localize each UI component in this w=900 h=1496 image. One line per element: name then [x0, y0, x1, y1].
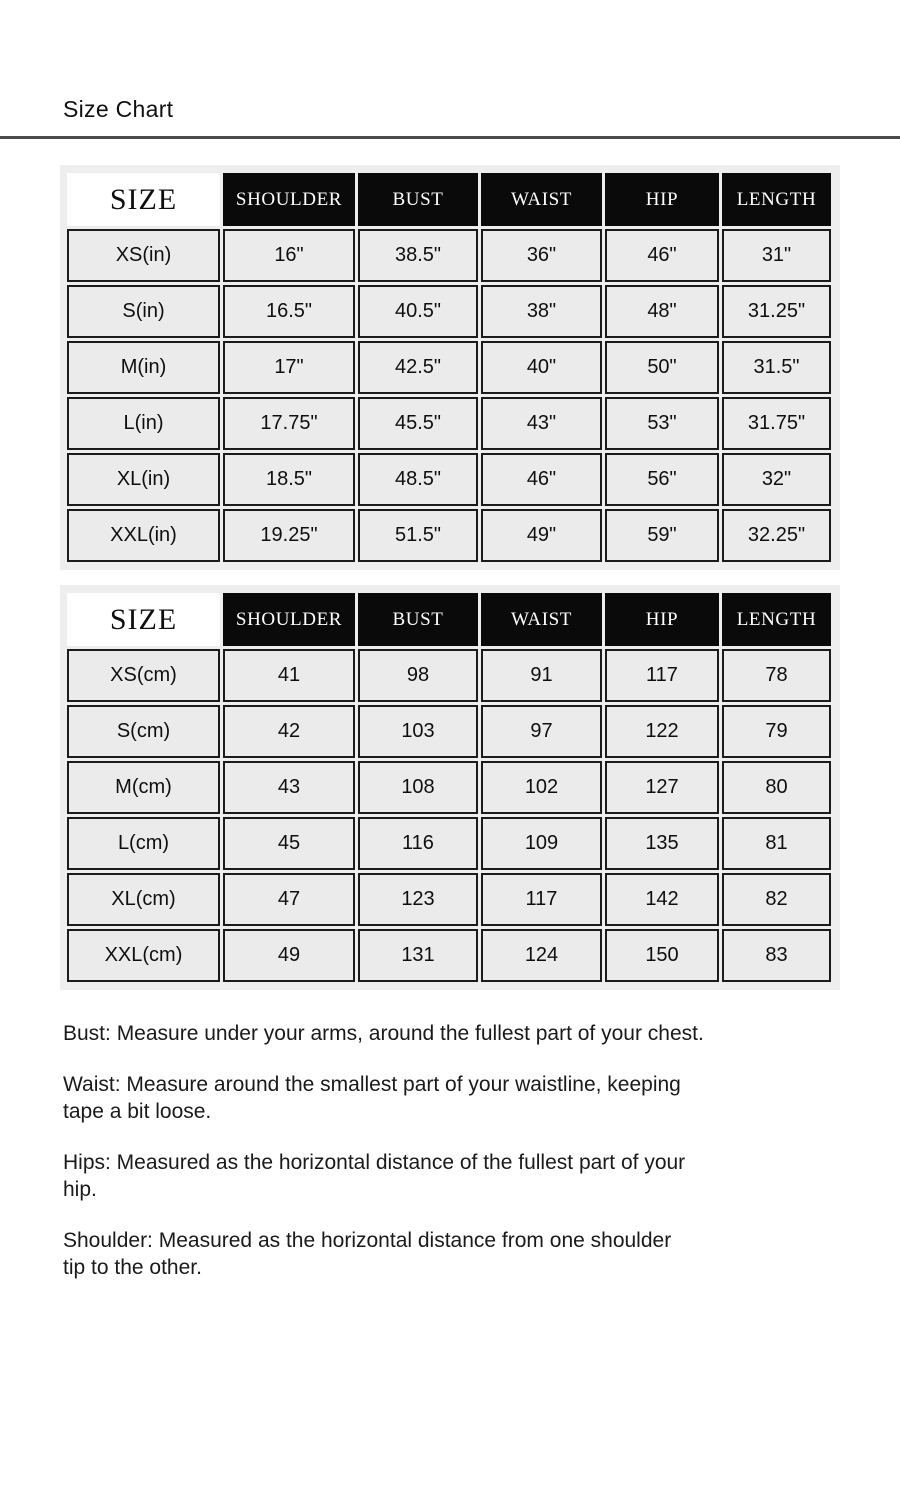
value-cell: 97 [481, 705, 602, 758]
value-cell: 83 [722, 929, 831, 982]
header-cell-hip: HIP [605, 173, 719, 226]
value-cell: 45.5" [358, 397, 478, 450]
value-cell: 42.5" [358, 341, 478, 394]
value-cell: 49" [481, 509, 602, 562]
value-cell: 91 [481, 649, 602, 702]
value-cell: 117 [605, 649, 719, 702]
row-label-cell: L(in) [67, 397, 220, 450]
value-cell: 38" [481, 285, 602, 338]
value-cell: 142 [605, 873, 719, 926]
header-cell-length: LENGTH [722, 173, 831, 226]
note-line: Waist: Measure around the smallest part of your waistline, keeping [63, 1073, 681, 1096]
header-cell-size: SIZE [67, 593, 220, 646]
value-cell: 16.5" [223, 285, 355, 338]
value-cell: 31.5" [722, 341, 831, 394]
value-cell: 56" [605, 453, 719, 506]
size-table-inches [60, 165, 840, 570]
note-line: Bust: Measure under your arms, around the fullest part of your chest. [63, 1022, 704, 1045]
value-cell: 123 [358, 873, 478, 926]
title-divider [0, 136, 900, 139]
row-label-cell: M(cm) [67, 761, 220, 814]
header-cell-size: SIZE [67, 173, 220, 226]
value-cell: 43 [223, 761, 355, 814]
value-cell: 124 [481, 929, 602, 982]
value-cell: 17" [223, 341, 355, 394]
note-bust [63, 1020, 843, 1047]
value-cell: 38.5" [358, 229, 478, 282]
value-cell: 19.25" [223, 509, 355, 562]
row-label-cell: XXL(cm) [67, 929, 220, 982]
value-cell: 40" [481, 341, 602, 394]
note-line: Shoulder: Measured as the horizontal distance from one shoulder [63, 1229, 672, 1252]
header-cell-bust: BUST [358, 593, 478, 646]
value-cell: 131 [358, 929, 478, 982]
value-cell: 102 [481, 761, 602, 814]
note-line: hip. [63, 1178, 97, 1201]
value-cell: 79 [722, 705, 831, 758]
value-cell: 43" [481, 397, 602, 450]
value-cell: 135 [605, 817, 719, 870]
value-cell: 40.5" [358, 285, 478, 338]
value-cell: 103 [358, 705, 478, 758]
row-label-cell: XL(in) [67, 453, 220, 506]
value-cell: 122 [605, 705, 719, 758]
value-cell: 49 [223, 929, 355, 982]
value-cell: 109 [481, 817, 602, 870]
value-cell: 50" [605, 341, 719, 394]
value-cell: 48.5" [358, 453, 478, 506]
size-chart-page [0, 96, 900, 1496]
value-cell: 47 [223, 873, 355, 926]
value-cell: 53" [605, 397, 719, 450]
note-waist [63, 1071, 843, 1125]
header-cell-shoulder: SHOULDER [223, 173, 355, 226]
value-cell: 36" [481, 229, 602, 282]
table-grid-inches [67, 173, 833, 562]
value-cell: 127 [605, 761, 719, 814]
value-cell: 82 [722, 873, 831, 926]
value-cell: 81 [722, 817, 831, 870]
value-cell: 117 [481, 873, 602, 926]
row-label-cell: XXL(in) [67, 509, 220, 562]
value-cell: 42 [223, 705, 355, 758]
value-cell: 32" [722, 453, 831, 506]
value-cell: 98 [358, 649, 478, 702]
row-label-cell: XL(cm) [67, 873, 220, 926]
value-cell: 48" [605, 285, 719, 338]
note-line: tape a bit loose. [63, 1100, 212, 1123]
value-cell: 16" [223, 229, 355, 282]
value-cell: 78 [722, 649, 831, 702]
value-cell: 80 [722, 761, 831, 814]
row-label-cell: L(cm) [67, 817, 220, 870]
value-cell: 59" [605, 509, 719, 562]
value-cell: 108 [358, 761, 478, 814]
value-cell: 31.25" [722, 285, 831, 338]
header-cell-bust: BUST [358, 173, 478, 226]
value-cell: 18.5" [223, 453, 355, 506]
value-cell: 51.5" [358, 509, 478, 562]
row-label-cell: XS(in) [67, 229, 220, 282]
measurement-notes [63, 1020, 843, 1281]
header-cell-waist: WAIST [481, 173, 602, 226]
value-cell: 31.75" [722, 397, 831, 450]
note-line: Hips: Measured as the horizontal distance of the fullest part of your [63, 1151, 686, 1174]
note-shoulder [63, 1227, 843, 1281]
row-label-cell: S(in) [67, 285, 220, 338]
value-cell: 41 [223, 649, 355, 702]
header-cell-hip: HIP [605, 593, 719, 646]
table-grid-cm [67, 593, 833, 982]
header-cell-length: LENGTH [722, 593, 831, 646]
header-cell-shoulder: SHOULDER [223, 593, 355, 646]
value-cell: 46" [481, 453, 602, 506]
row-label-cell: S(cm) [67, 705, 220, 758]
header-cell-waist: WAIST [481, 593, 602, 646]
page-title: Size Chart [63, 96, 174, 122]
value-cell: 31" [722, 229, 831, 282]
value-cell: 32.25" [722, 509, 831, 562]
value-cell: 46" [605, 229, 719, 282]
row-label-cell: M(in) [67, 341, 220, 394]
value-cell: 116 [358, 817, 478, 870]
value-cell: 17.75" [223, 397, 355, 450]
row-label-cell: XS(cm) [67, 649, 220, 702]
note-line: tip to the other. [63, 1256, 202, 1279]
size-table-cm [60, 585, 840, 990]
note-hips [63, 1149, 843, 1203]
value-cell: 45 [223, 817, 355, 870]
value-cell: 150 [605, 929, 719, 982]
